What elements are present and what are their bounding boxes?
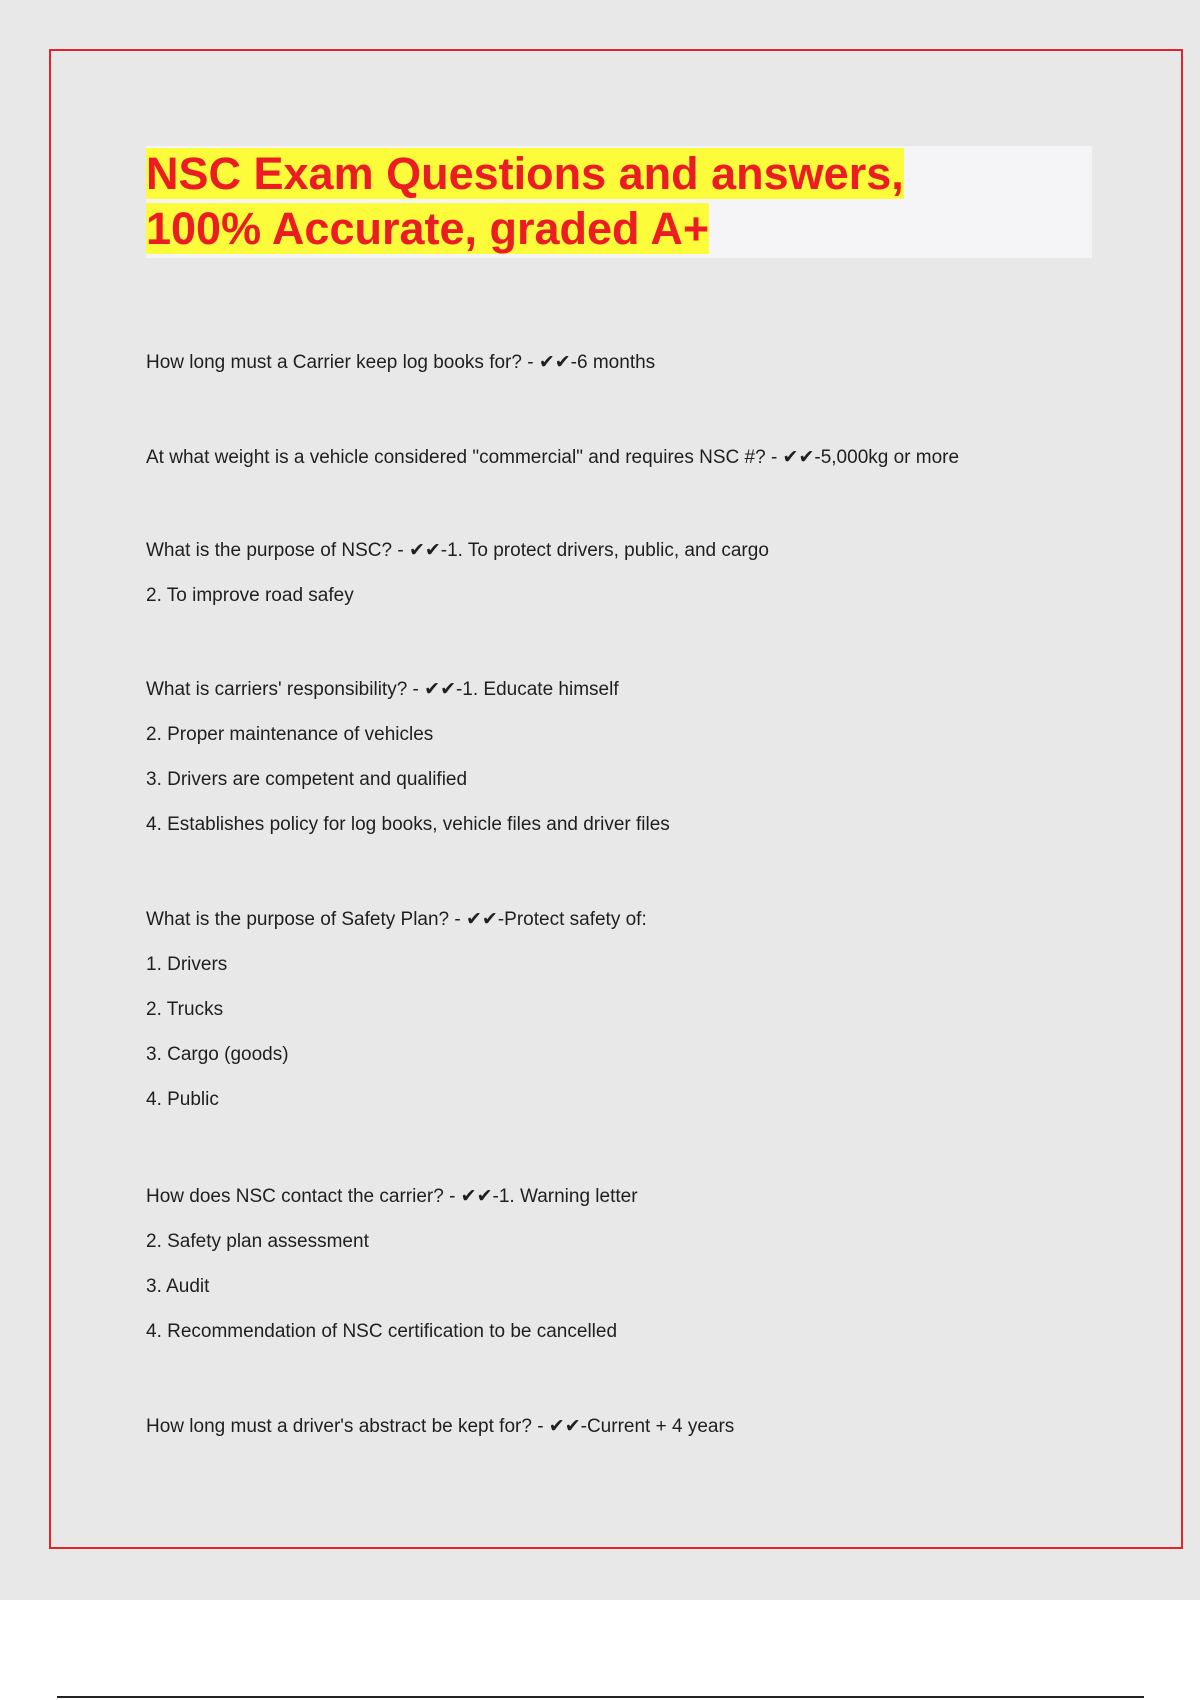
question-line: What is the purpose of NSC? - ✔✔-1. To protect drivers, public, and cargo: [146, 540, 769, 561]
answer-line: 3. Cargo (goods): [146, 1044, 289, 1065]
qa-item: [146, 1404, 1106, 1449]
title-line-1: NSC Exam Questions and answers,: [146, 148, 904, 199]
answer-line: 2. Proper maintenance of vehicles: [146, 724, 434, 745]
question-line: How does NSC contact the carrier? - ✔✔-1. Warning letter: [146, 1186, 638, 1207]
answer-line: 2. Safety plan assessment: [146, 1231, 369, 1252]
answer-line: 2. To improve road safey: [146, 585, 354, 606]
question-line: What is the purpose of Safety Plan? - ✔✔-Protect safety of:: [146, 909, 647, 930]
answer-line: 4. Recommendation of NSC certification to be cancelled: [146, 1321, 618, 1342]
question-line: How long must a driver's abstract be kept for? - ✔✔-Current + 4 years: [146, 1416, 735, 1437]
title-line-2: 100% Accurate, graded A+: [146, 203, 710, 254]
document-title: [146, 146, 976, 256]
question-line: How long must a Carrier keep log books for? - ✔✔-6 months: [146, 352, 656, 373]
answer-line: 3. Drivers are competent and qualified: [146, 769, 468, 790]
answer-line: 3. Audit: [146, 1276, 210, 1297]
question-line: At what weight is a vehicle considered "commercial" and requires NSC #? - ✔✔-5,000kg or more: [146, 447, 960, 468]
qa-item: [146, 528, 1106, 618]
qa-item: [146, 435, 1106, 480]
qa-item: [146, 897, 1106, 1122]
question-line: What is carriers' responsibility? - ✔✔-1. Educate himself: [146, 679, 619, 700]
answer-line: 1. Drivers: [146, 954, 228, 975]
answer-line: 4. Establishes policy for log books, vehicle files and driver files: [146, 814, 670, 835]
footer-rule: [57, 1696, 1144, 1698]
answer-line: 2. Trucks: [146, 999, 224, 1020]
qa-item: [146, 1174, 1106, 1354]
answer-line: 4. Public: [146, 1089, 219, 1110]
qa-item: [146, 667, 1106, 847]
qa-item: [146, 340, 1106, 385]
